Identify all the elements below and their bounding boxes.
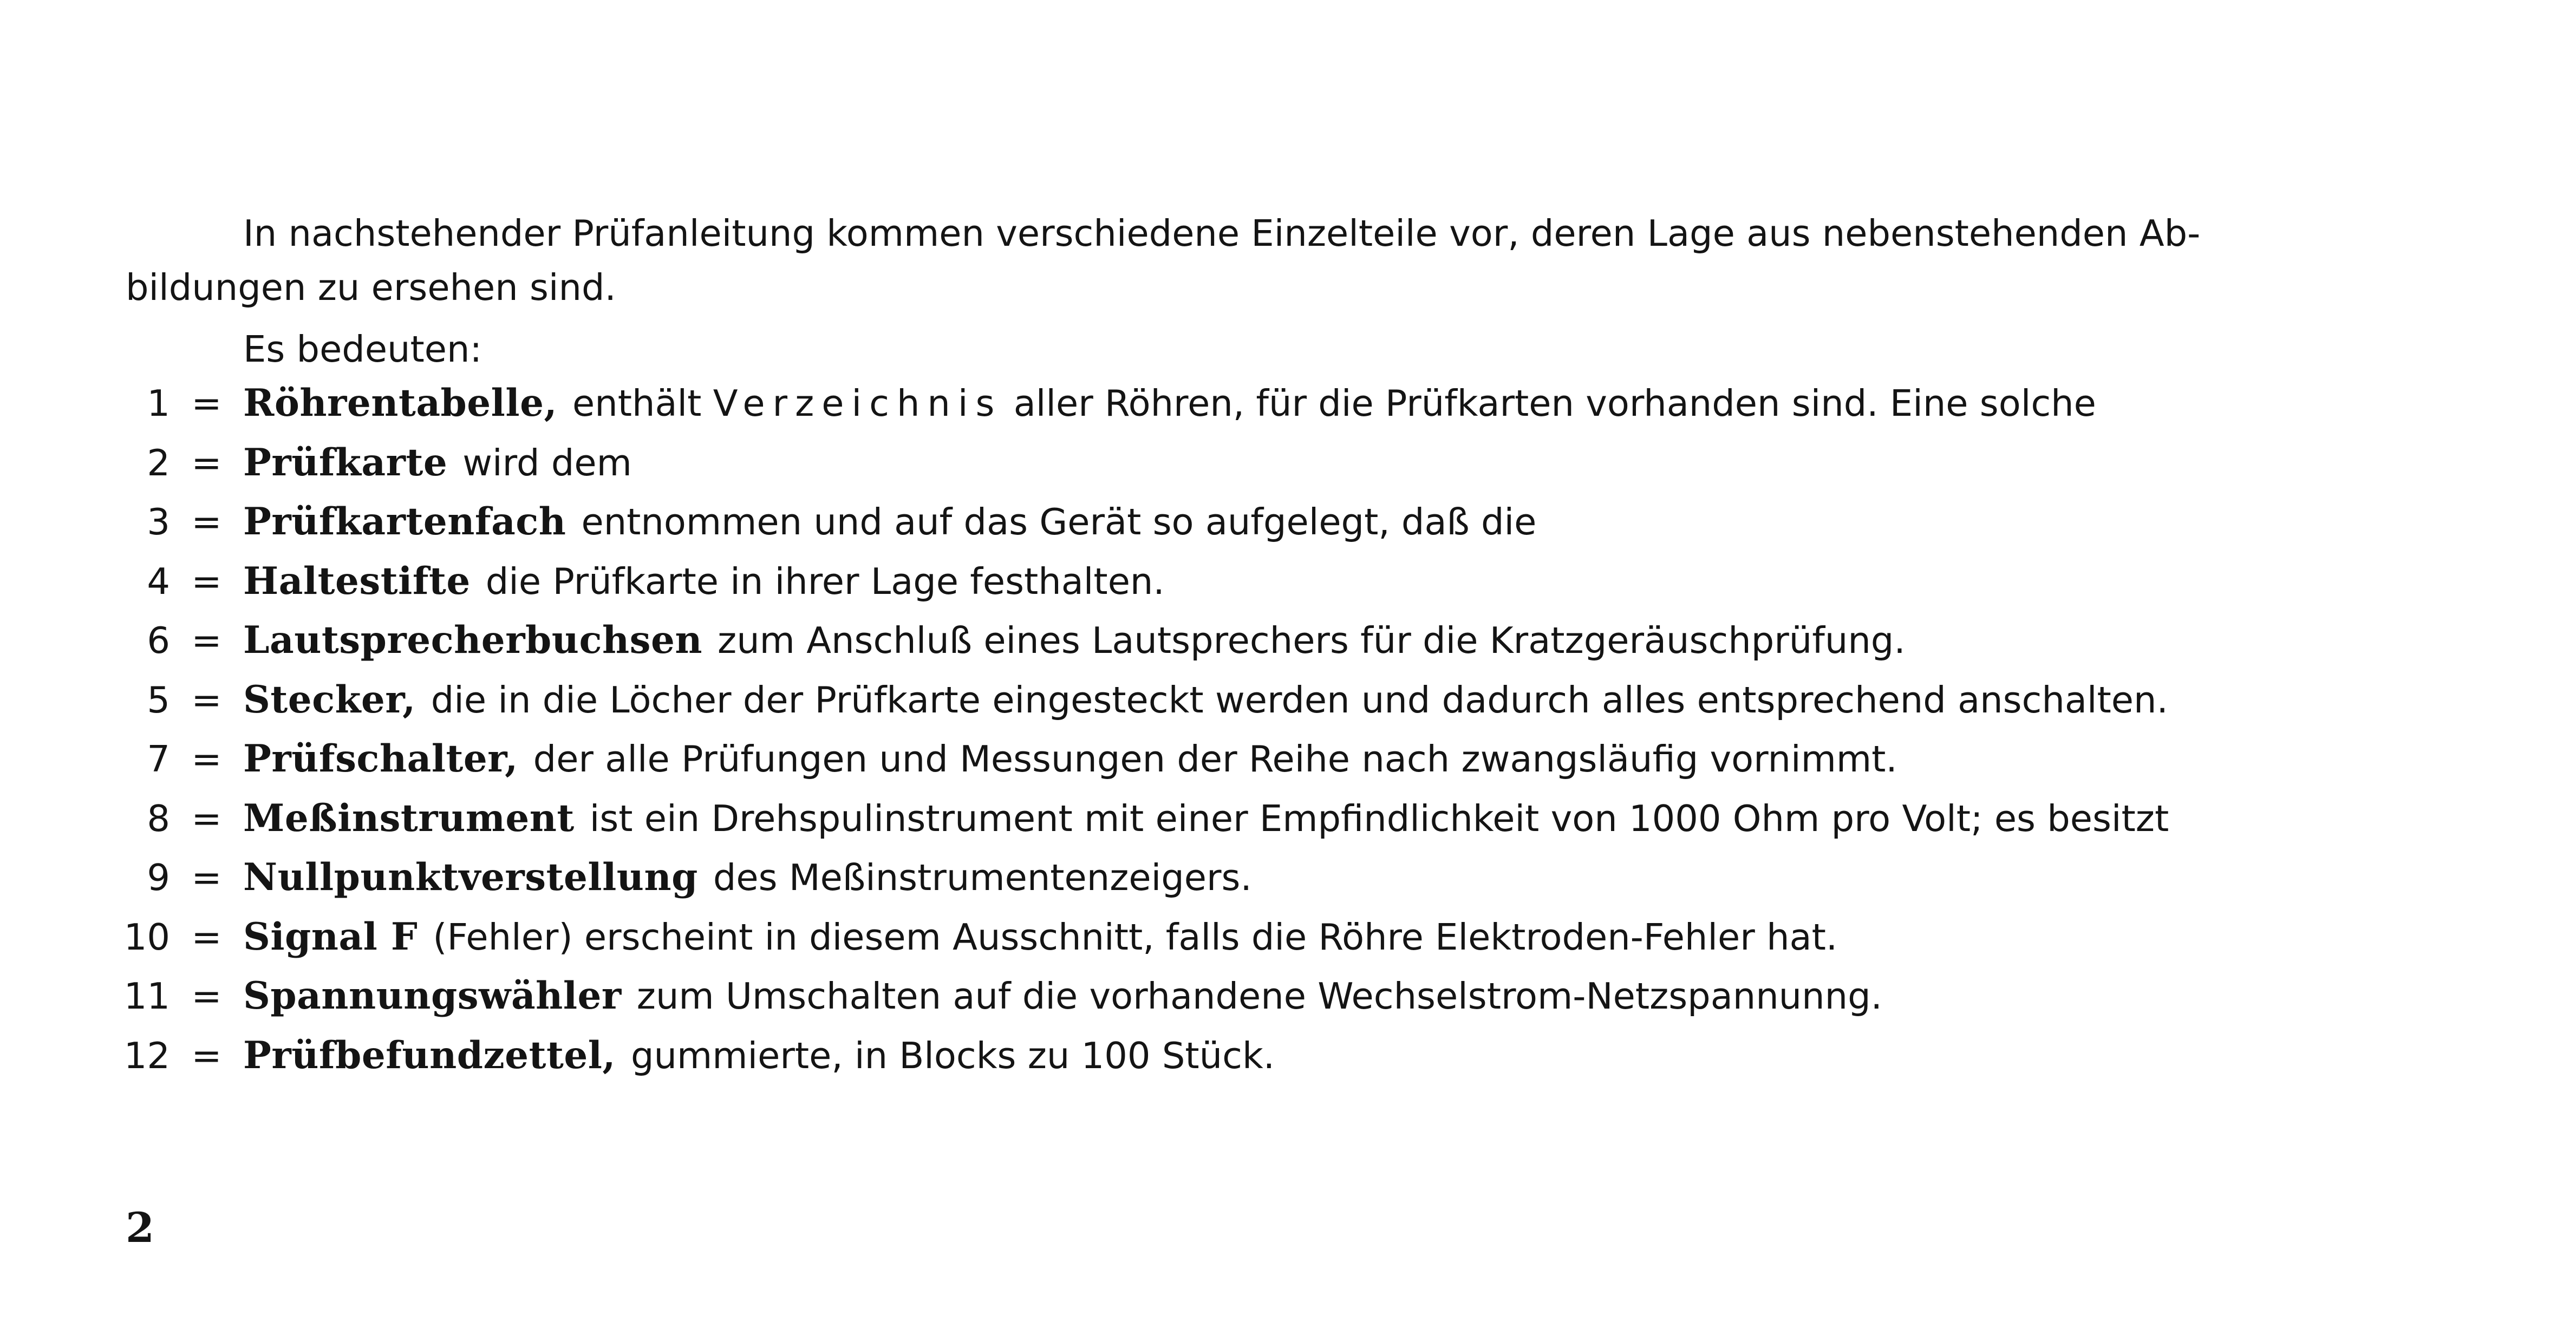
legend-number: 5 xyxy=(147,678,170,721)
legend-description: zum Anschluß eines Lautsprechers für die Kratzgeräuschprüfung. xyxy=(718,619,1906,662)
legend-number: 7 xyxy=(147,738,170,780)
legend-description: die Prüfkarte in ihrer Lage festhalten. xyxy=(485,560,1165,603)
intro-line-1: In nachstehender Prüfanleitung kommen verschiedene Einzelteile vor, deren Lage aus nebenstehenden Ab- xyxy=(243,212,2201,254)
equals-sign: = xyxy=(191,382,222,424)
intro-line-2: bildungen zu ersehen sind. xyxy=(126,266,616,309)
equals-sign: = xyxy=(191,678,222,721)
legend-term: Prüfkartenfach xyxy=(243,500,566,544)
legend-term: Meßinstrument xyxy=(243,796,575,840)
equals-sign: = xyxy=(191,560,222,603)
legend-item xyxy=(108,618,2247,681)
legend-number: 10 xyxy=(123,915,170,958)
legend-term: Spannungswähler xyxy=(243,974,622,1018)
legend-number: 9 xyxy=(147,856,170,899)
legend-description: ist ein Drehspulinstrument mit einer Empfindlichkeit von 1000 Ohm pro Volt; es besitzt xyxy=(589,797,2169,840)
legend-description: gummierte, in Blocks zu 100 Stück. xyxy=(630,1034,1275,1077)
legend-description: zum Umschalten auf die vorhandene Wechselstrom-Netzspannunng. xyxy=(636,975,1882,1017)
legend-term: Prüfschalter, xyxy=(243,737,518,781)
legend-description: des Meßinstrumentenzeigers. xyxy=(713,856,1252,899)
legend-item xyxy=(108,1033,2247,1096)
legend-item xyxy=(108,855,2247,918)
legend-description: entnommen und auf das Gerät so aufgelegt, daß die xyxy=(581,501,1537,543)
page-number: 2 xyxy=(126,1203,154,1252)
legend-description: wird dem xyxy=(462,441,632,484)
legend-item xyxy=(108,677,2247,741)
legend-term: Signal F xyxy=(243,914,418,959)
legend-item xyxy=(108,559,2247,622)
legend-term: Lautsprecherbuchsen xyxy=(243,618,703,662)
legend-term: Haltestifte xyxy=(243,559,471,603)
legend-term: Stecker, xyxy=(243,677,416,722)
legend-term: Prüfkarte xyxy=(243,440,448,485)
legend-term: Röhrentabelle, xyxy=(243,381,558,425)
equals-sign: = xyxy=(191,619,222,662)
intro-paragraph xyxy=(126,212,2238,324)
equals-sign: = xyxy=(191,975,222,1017)
equals-sign: = xyxy=(191,501,222,543)
legend-item xyxy=(108,974,2247,1037)
parts-legend-list xyxy=(108,381,2247,1096)
legend-term: Prüfbefundzettel, xyxy=(243,1033,616,1077)
legend-description-post: aller Röhren, für die Prüfkarten vorhanden sind. Eine solche xyxy=(1002,382,2096,424)
equals-sign: = xyxy=(191,915,222,958)
legend-number: 1 xyxy=(147,382,170,424)
legend-item xyxy=(108,914,2247,978)
legend-item xyxy=(108,381,2247,444)
legend-description-pre: enthält xyxy=(572,382,713,424)
legend-heading: Es bedeuten: xyxy=(243,328,482,370)
legend-term: Nullpunktverstellung xyxy=(243,855,698,899)
legend-item xyxy=(108,500,2247,562)
legend-number: 12 xyxy=(123,1034,170,1077)
legend-description: die in die Löcher der Prüfkarte eingesteckt werden und dadurch alles entsprechend anschalten. xyxy=(431,678,2168,721)
legend-description: der alle Prüfungen und Messungen der Reihe nach zwangsläufig vornimmt. xyxy=(533,738,1897,780)
legend-number: 11 xyxy=(123,975,170,1017)
equals-sign: = xyxy=(191,441,222,484)
legend-item xyxy=(108,440,2247,503)
legend-description xyxy=(572,382,2096,424)
legend-number: 8 xyxy=(147,797,170,840)
equals-sign: = xyxy=(191,1034,222,1077)
legend-number: 3 xyxy=(147,501,170,543)
equals-sign: = xyxy=(191,856,222,899)
equals-sign: = xyxy=(191,797,222,840)
legend-item xyxy=(108,796,2247,859)
legend-number: 4 xyxy=(147,560,170,603)
legend-item xyxy=(108,737,2247,800)
legend-description: (Fehler) erscheint in diesem Ausschnitt, falls die Röhre Elektroden-Fehler hat. xyxy=(433,915,1838,958)
legend-description-spaced: Verzeichnis xyxy=(713,382,1002,424)
legend-number: 2 xyxy=(147,441,170,484)
legend-number: 6 xyxy=(147,619,170,662)
equals-sign: = xyxy=(191,738,222,780)
